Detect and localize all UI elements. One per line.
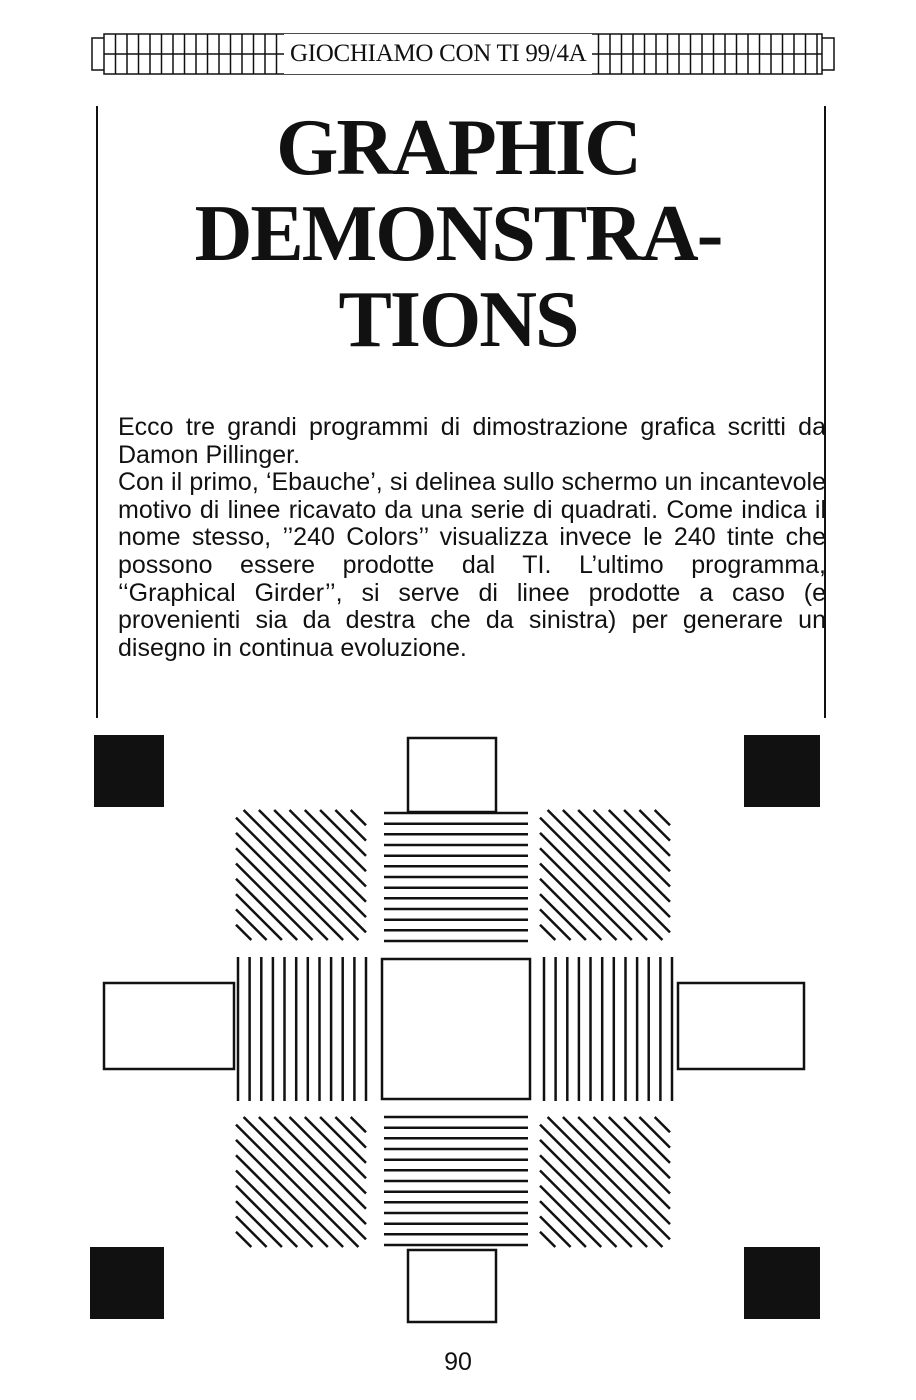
- hatch-line: [236, 818, 358, 940]
- hatch-line: [540, 1216, 571, 1247]
- header-left-bracket: [92, 38, 104, 70]
- hatch-line: [351, 1117, 366, 1132]
- corner-square-bottom-left: [90, 1247, 164, 1319]
- page-number: 90: [444, 1348, 472, 1376]
- hatch-line: [594, 810, 671, 887]
- corner-square-top-left: [94, 735, 164, 807]
- intro-paragraph-1: Ecco tre grandi programmi di dimostrazione grafica scritti da Damon Pillinger.: [118, 413, 826, 469]
- hatch-line: [351, 810, 366, 825]
- hatch-line: [609, 810, 670, 871]
- running-header: GIOCHIAMO CON TI 99/4A: [284, 34, 592, 74]
- outline-square-center: [382, 959, 530, 1099]
- hatch-line: [290, 1117, 367, 1194]
- title-line-3: TIONS: [338, 276, 578, 364]
- hatch-line: [540, 1232, 555, 1247]
- hatch-left-vertical: [238, 957, 366, 1101]
- hatch-line: [335, 1117, 366, 1148]
- hatch-line: [305, 810, 366, 871]
- hatch-line: [244, 810, 366, 932]
- hatch-line: [540, 864, 617, 941]
- hatch-line: [335, 810, 366, 841]
- hatch-top-horizontal: [384, 813, 528, 941]
- title-line-1: GRAPHIC: [276, 104, 640, 192]
- hatch-line: [236, 1232, 251, 1247]
- header-right-bracket: [822, 38, 834, 70]
- hatch-line: [244, 1117, 366, 1239]
- hatch-line: [236, 1186, 297, 1247]
- corner-square-bottom-right: [744, 1247, 820, 1319]
- hatch-line: [236, 909, 267, 940]
- outline-square-top: [408, 738, 496, 812]
- hatch-line: [548, 810, 670, 932]
- intro-text: [118, 414, 826, 662]
- hatch-line: [540, 909, 571, 940]
- outline-square-right: [678, 983, 804, 1069]
- hatch-line: [236, 879, 297, 940]
- hatch-top-left-diagonal: [236, 810, 366, 940]
- hatch-bottom-left-diagonal: [236, 1117, 366, 1247]
- hatch-line: [305, 1117, 366, 1178]
- left-margin-rule: [96, 106, 98, 718]
- hatch-line: [540, 925, 555, 940]
- hatch-line: [236, 1125, 358, 1247]
- hatch-line: [540, 818, 662, 940]
- hatch-line: [639, 810, 670, 841]
- article-title: [100, 105, 816, 363]
- hatch-line: [609, 1117, 670, 1178]
- hatch-bottom-right-diagonal: [540, 1117, 670, 1247]
- intro-paragraph-2: Con il primo, ‘Ebauche’, si delinea sullo schermo un incantevole motivo di linee ricavato da una serie di quadrati. Come indica il nome stesso, ’’240 Colors’’ visualizza invece le 240 tinte che possono essere prodotte dal TI. L’ultimo programma, ‘‘Graphical Girder’’, si serve di linee prodotte a caso (e provenienti sia da destra che da sinistra) per generare un disegno in continua evoluzione.: [118, 468, 826, 662]
- graphic-demo-illustration: [0, 725, 916, 1330]
- hatch-line: [236, 864, 313, 941]
- title-line-2: DEMONSTRA-: [194, 190, 722, 278]
- outline-square-left: [104, 983, 234, 1069]
- hatch-line: [540, 1125, 662, 1247]
- hatch-line: [655, 810, 670, 825]
- hatch-line: [236, 1171, 313, 1248]
- hatch-line: [540, 1171, 617, 1248]
- hatch-right-vertical: [544, 957, 672, 1101]
- hatch-line: [540, 879, 601, 940]
- corner-square-top-right: [744, 735, 820, 807]
- outline-square-bottom: [408, 1250, 496, 1322]
- hatch-line: [655, 1117, 670, 1132]
- hatch-line: [594, 1117, 671, 1194]
- hatch-line: [236, 1216, 267, 1247]
- hatch-bottom-horizontal: [384, 1117, 528, 1245]
- hatch-line: [236, 925, 251, 940]
- hatch-line: [290, 810, 367, 887]
- hatch-line: [548, 1117, 670, 1239]
- hatch-top-right-diagonal: [540, 810, 670, 940]
- hatch-line: [540, 1186, 601, 1247]
- hatch-line: [639, 1117, 670, 1148]
